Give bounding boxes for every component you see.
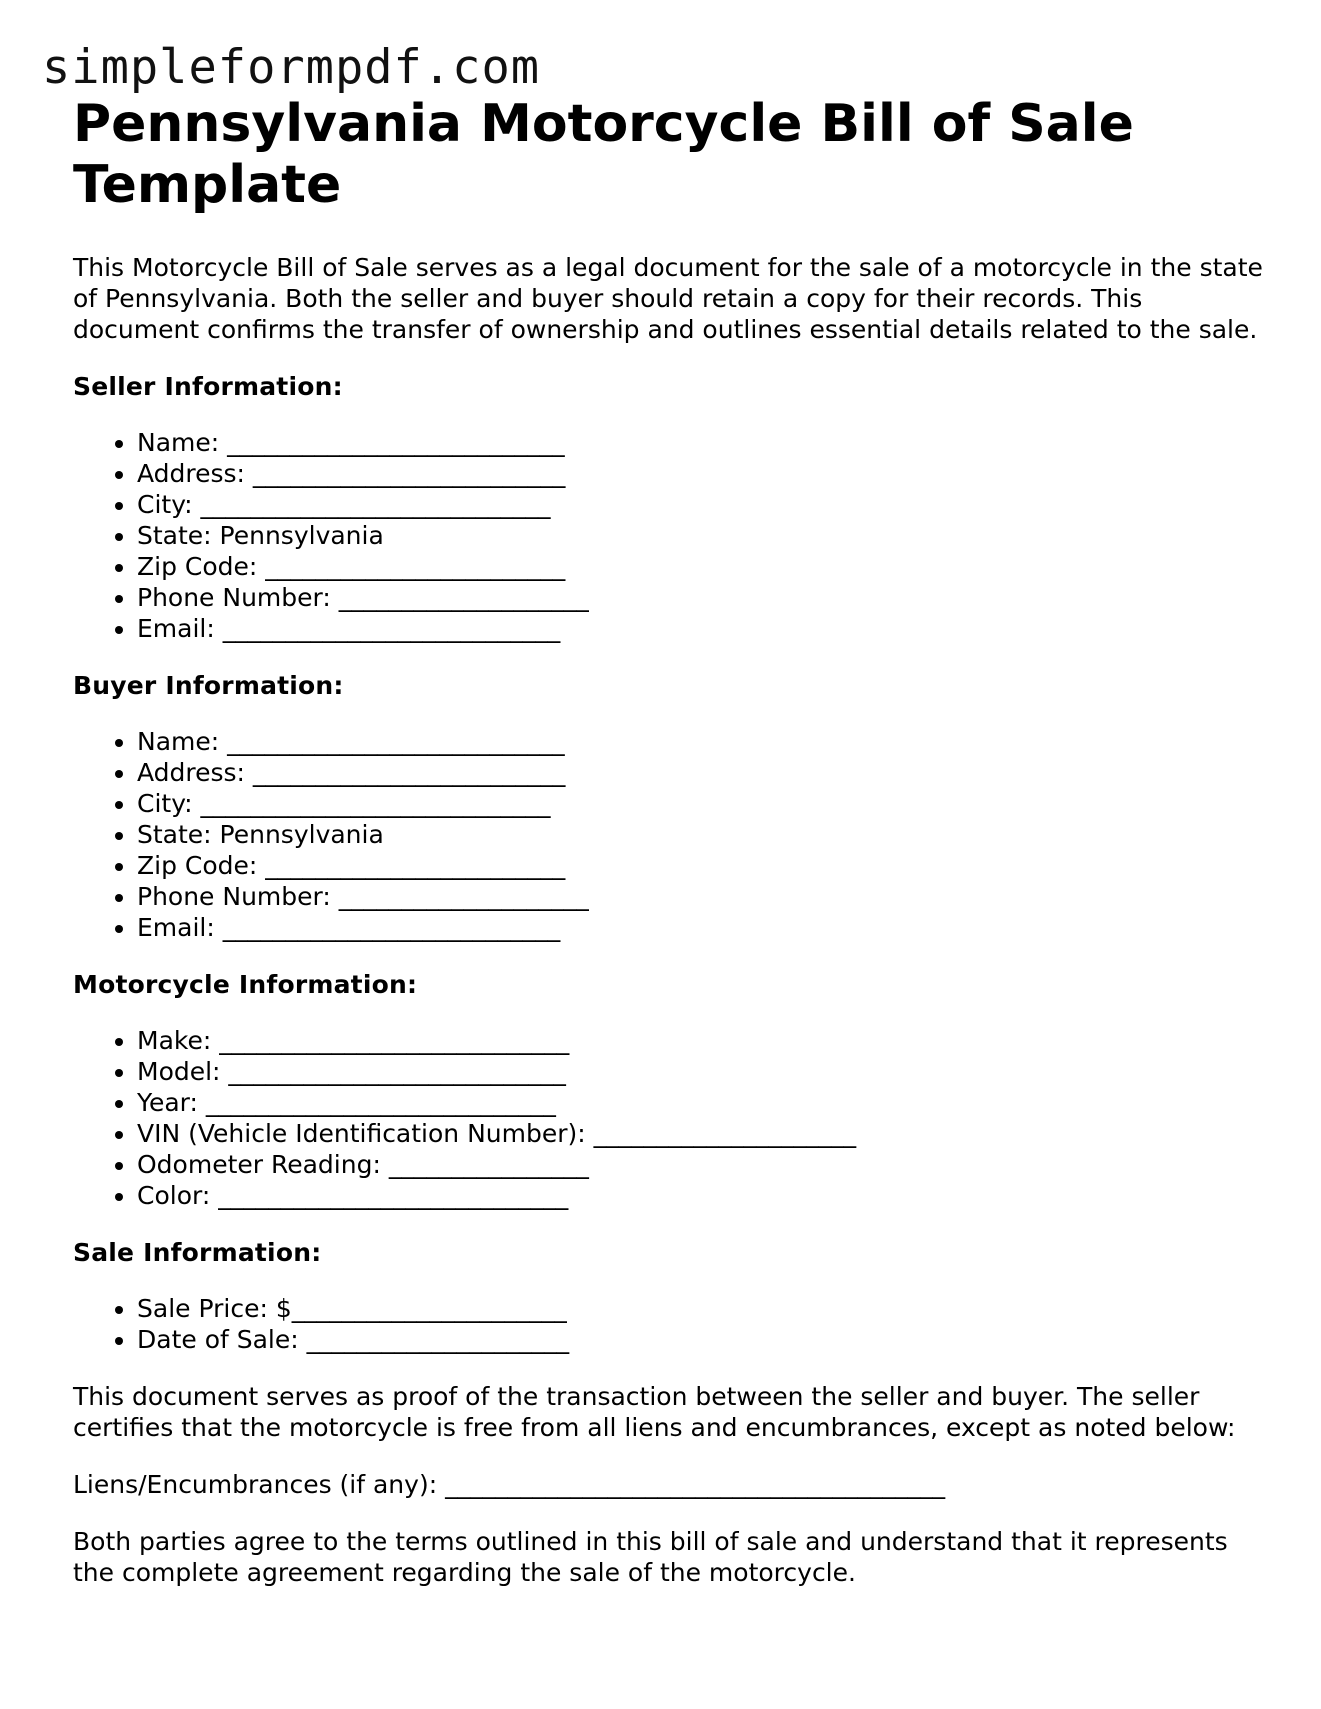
buyer-phone-field[interactable]: • Phone Number: ____________________	[137, 881, 1273, 912]
motorcycle-color-field[interactable]: • Color: ____________________________	[137, 1180, 1273, 1211]
motorcycle-section-heading: Motorcycle Information:	[73, 970, 418, 999]
buyer-fields-list	[73, 726, 1273, 943]
buyer-name-field[interactable]: • Name: ___________________________	[137, 726, 1273, 757]
page-title: Pennsylvania Motorcycle Bill of Sale Template	[73, 94, 1134, 215]
motorcycle-odometer-field[interactable]: • Odometer Reading: ________________	[137, 1149, 1273, 1180]
seller-state-field: • State: Pennsylvania	[137, 520, 1273, 551]
buyer-state-field: • State: Pennsylvania	[137, 819, 1273, 850]
seller-name-field[interactable]: • Name: ___________________________	[137, 427, 1273, 458]
liens-field[interactable]: Liens/Encumbrances (if any): ________________________________________	[73, 1470, 946, 1499]
intro-paragraph: This Motorcycle Bill of Sale serves as a legal document for the sale of a motorcycle in the state of Pennsylvania. Both the seller and buyer should retain a copy for their records. This document confirms the transfer of ownership and outlines essential details related to the sale.	[73, 253, 1263, 344]
sale-date-field[interactable]: • Date of Sale: _____________________	[137, 1324, 1273, 1355]
seller-city-field[interactable]: • City: ____________________________	[137, 489, 1273, 520]
sale-price-field[interactable]: • Sale Price: $______________________	[137, 1293, 1273, 1324]
seller-zip-field[interactable]: • Zip Code: ________________________	[137, 551, 1273, 582]
seller-section-heading: Seller Information:	[73, 372, 343, 401]
closing-paragraph: Both parties agree to the terms outlined in this bill of sale and understand that it represents the complete agreement regarding the sale of the motorcycle.	[73, 1527, 1228, 1587]
seller-address-field[interactable]: • Address: _________________________	[137, 458, 1273, 489]
sale-fields-list	[73, 1293, 1273, 1355]
buyer-address-field[interactable]: • Address: _________________________	[137, 757, 1273, 788]
seller-phone-field[interactable]: • Phone Number: ____________________	[137, 582, 1273, 613]
motorcycle-make-field[interactable]: • Make: ____________________________	[137, 1025, 1273, 1056]
seller-email-field[interactable]: • Email: ___________________________	[137, 613, 1273, 644]
motorcycle-year-field[interactable]: • Year: ____________________________	[137, 1087, 1273, 1118]
buyer-city-field[interactable]: • City: ____________________________	[137, 788, 1273, 819]
buyer-email-field[interactable]: • Email: ___________________________	[137, 912, 1273, 943]
seller-fields-list	[73, 427, 1273, 644]
motorcycle-vin-field[interactable]: • VIN (Vehicle Identification Number): _____________________	[137, 1118, 1273, 1149]
buyer-zip-field[interactable]: • Zip Code: ________________________	[137, 850, 1273, 881]
site-watermark: simpleformpdf.com	[42, 40, 541, 95]
buyer-section-heading: Buyer Information:	[73, 671, 344, 700]
motorcycle-fields-list	[73, 1025, 1273, 1211]
document-page	[73, 94, 1273, 1588]
proof-paragraph: This document serves as proof of the transaction between the seller and buyer. The seller certifies that the motorcycle is free from all liens and encumbrances, except as noted below:	[73, 1382, 1236, 1442]
motorcycle-model-field[interactable]: • Model: ___________________________	[137, 1056, 1273, 1087]
sale-section-heading: Sale Information:	[73, 1238, 322, 1267]
